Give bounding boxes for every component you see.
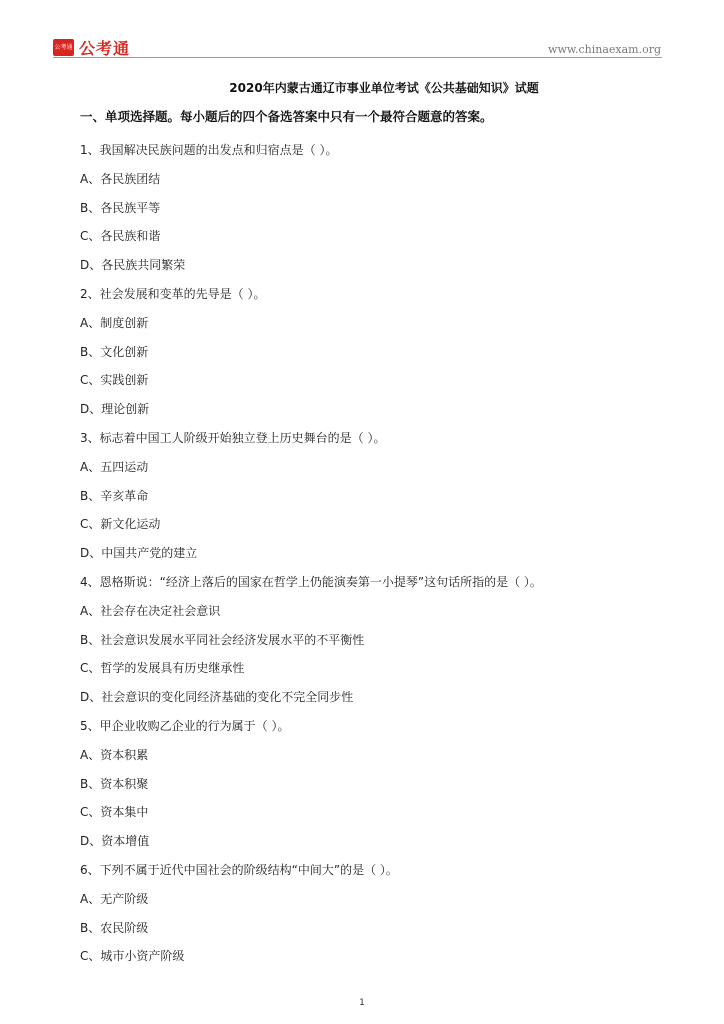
answer-option: A、社会存在决定社会意识 — [80, 603, 221, 618]
question-stem: 3、标志着中国工人阶级开始独立登上历史舞台的是（ ）。 — [80, 431, 386, 445]
answer-option: C、城市小资产阶级 — [80, 949, 185, 964]
answer-option: A、资本积累 — [80, 747, 149, 762]
answer-option: A、无产阶级 — [80, 891, 149, 906]
answer-option: C、哲学的发展具有历史继承性 — [80, 661, 245, 676]
answer-option: D、社会意识的变化同经济基础的变化不完全同步性 — [80, 690, 354, 705]
answer-option: C、资本集中 — [80, 805, 149, 820]
page-header — [53, 32, 661, 56]
logo — [53, 36, 130, 59]
logo-text: 公考通 — [79, 39, 131, 58]
logo-badge-icon: 公考通 — [53, 39, 74, 56]
question-stem: 1、我国解决民族问题的出发点和归宿点是（ ）。 — [80, 143, 338, 157]
question-stem: 4、恩格斯说：“经济上落后的国家在哲学上仍能演奏第一小提琴”这句话所指的是（ ）。 — [80, 575, 542, 589]
page-number: 1 — [359, 998, 365, 1008]
document-title: 2020年内蒙古通辽市事业单位考试《公共基础知识》试题 — [229, 81, 539, 95]
answer-option: B、各民族平等 — [80, 200, 161, 215]
header-divider — [53, 57, 662, 58]
answer-option: B、文化创新 — [80, 344, 149, 359]
answer-option: B、农民阶级 — [80, 920, 149, 935]
answer-option: C、实践创新 — [80, 373, 149, 388]
answer-option: D、中国共产党的建立 — [80, 546, 198, 561]
answer-option: B、社会意识发展水平同社会经济发展水平的不平衡性 — [80, 632, 365, 647]
site-url: www.chinaexam.org — [548, 43, 661, 56]
answer-option: D、资本增值 — [80, 834, 150, 849]
answer-option: B、辛亥革命 — [80, 488, 149, 503]
question-stem: 5、甲企业收购乙企业的行为属于（ ）。 — [80, 719, 290, 733]
answer-option: A、五四运动 — [80, 459, 149, 474]
answer-option: D、各民族共同繁荣 — [80, 258, 186, 273]
answer-option: B、资本积聚 — [80, 776, 149, 791]
answer-option: D、理论创新 — [80, 402, 150, 417]
answer-option: A、各民族团结 — [80, 171, 161, 186]
section-heading: 一、单项选择题。每小题后的四个备选答案中只有一个最符合题意的答案。 — [80, 109, 493, 124]
answer-option: C、各民族和谐 — [80, 229, 161, 244]
question-stem: 2、社会发展和变革的先导是（ ）。 — [80, 287, 266, 301]
answer-option: C、新文化运动 — [80, 517, 161, 532]
answer-option: A、制度创新 — [80, 315, 149, 330]
question-stem: 6、下列不属于近代中国社会的阶级结构“中间大”的是（ ）。 — [80, 863, 398, 877]
